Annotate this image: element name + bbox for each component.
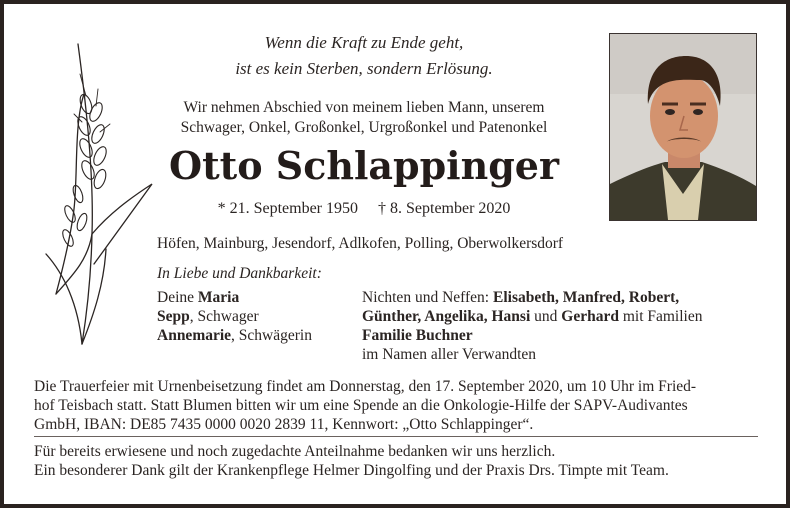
- divider: [34, 436, 758, 437]
- mourner-line: Annemarie, Schwägerin: [157, 327, 312, 344]
- thanks-text: [34, 442, 669, 480]
- mourner-line: Nichten und Neffen: Elisabeth, Manfred, Robert,: [362, 289, 680, 306]
- intro-line-2: Schwager, Onkel, Großonkel, Urgroßonkel und Patenonkel: [180, 119, 548, 136]
- deceased-name: Otto Schlappinger: [168, 143, 560, 188]
- mourner-line: im Namen aller Verwandten: [362, 346, 537, 363]
- mourner-line: Deine Maria: [157, 289, 240, 306]
- motto-line-1: Wenn die Kraft zu Ende geht,: [264, 33, 464, 52]
- mourners-right-column: [362, 288, 702, 364]
- mourners-heading: In Liebe und Dankbarkeit:: [157, 265, 322, 282]
- motto-line-2: ist es kein Sterben, sondern Erlösung.: [235, 59, 493, 78]
- life-dates: [154, 200, 574, 218]
- places-list: Höfen, Mainburg, Jesendorf, Adlkofen, Polling, Oberwolkersdorf: [157, 235, 564, 252]
- portrait-photo: [609, 33, 757, 221]
- funeral-info-line-3: GmbH, IBAN: DE85 7435 0000 0020 2839 11, Kennwort: „Otto Schlappinger“.: [34, 416, 534, 433]
- death-date: † 8. September 2020: [378, 200, 511, 217]
- mourners-left-column: [157, 288, 312, 345]
- funeral-info-line-2: hof Teisbach statt. Statt Blumen bitten wir um eine Spende an die Onkologie-Hilfe der SAPV-Audivantes: [34, 397, 688, 414]
- mourner-line: Günther, Angelika, Hansi und Gerhard mit Familien: [362, 308, 703, 325]
- thanks-line-2: Ein besonderer Dank gilt der Krankenpflege Helmer Dingolfing und der Praxis Drs. Timpte mit Team.: [34, 462, 669, 479]
- intro-line-1: Wir nehmen Abschied von meinem lieben Mann, unserem: [183, 99, 545, 116]
- wheat-ear-icon: [34, 34, 162, 350]
- birth-date: * 21. September 1950: [217, 200, 358, 217]
- funeral-info-line-1: Die Trauerfeier mit Urnenbeisetzung findet am Donnerstag, den 17. September 2020, um 10 Uhr im Fried-: [34, 378, 697, 395]
- mourner-line: Sepp, Schwager: [157, 308, 259, 325]
- thanks-line-1: Für bereits erwiesene und noch zugedachte Anteilnahme bedanken wir uns herzlich.: [34, 443, 556, 460]
- mourner-line: Familie Buchner: [362, 327, 473, 344]
